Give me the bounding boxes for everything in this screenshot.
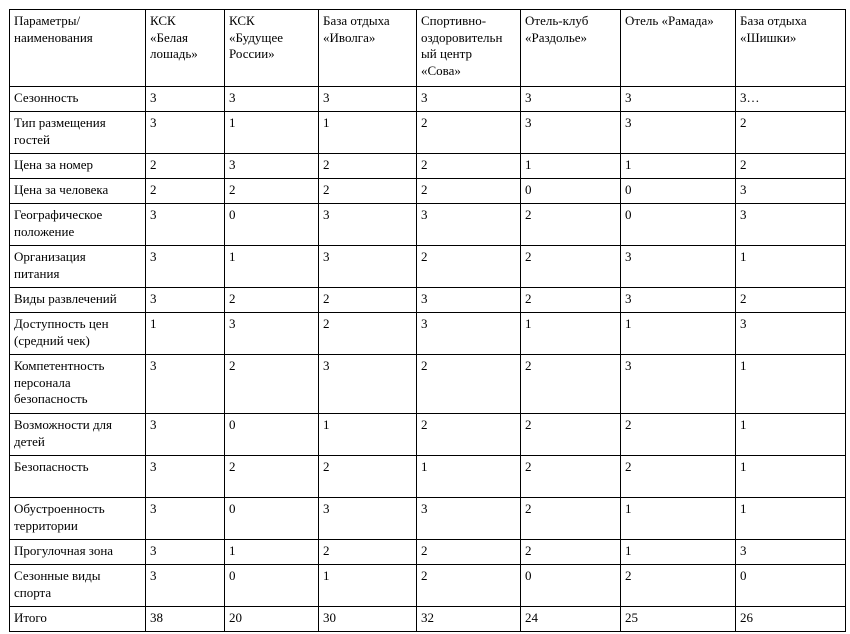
score-cell: 1 bbox=[225, 112, 319, 154]
score-cell: 30 bbox=[319, 607, 417, 632]
row-label: Тип размещения гостей bbox=[10, 112, 146, 154]
score-cell: 2 bbox=[319, 154, 417, 179]
score-cell: 2 bbox=[521, 498, 621, 540]
row-label: Безопасность bbox=[10, 456, 146, 498]
score-cell: 1 bbox=[225, 246, 319, 288]
score-cell: 2 bbox=[417, 246, 521, 288]
score-cell: 3 bbox=[417, 204, 521, 246]
table-row bbox=[10, 112, 846, 154]
score-cell: 1 bbox=[225, 540, 319, 565]
score-cell: 3 bbox=[146, 540, 225, 565]
row-label: Возможности для детей bbox=[10, 414, 146, 456]
score-cell: 1 bbox=[319, 414, 417, 456]
table-body bbox=[10, 87, 846, 632]
score-cell: 1 bbox=[319, 565, 417, 607]
score-cell: 3 bbox=[621, 112, 736, 154]
score-cell: 2 bbox=[736, 154, 846, 179]
table-row bbox=[10, 154, 846, 179]
score-cell: 2 bbox=[621, 456, 736, 498]
header-cell-parameters: Параметры/ наименования bbox=[10, 10, 146, 87]
score-cell: 3 bbox=[417, 498, 521, 540]
score-cell: 2 bbox=[417, 540, 521, 565]
table-row bbox=[10, 607, 846, 632]
score-cell: 1 bbox=[621, 313, 736, 355]
row-label: Доступность цен (средний чек) bbox=[10, 313, 146, 355]
score-cell: 2 bbox=[521, 204, 621, 246]
header-cell-budushchee-rossii: КСК «Будущее России» bbox=[225, 10, 319, 87]
score-cell: 1 bbox=[736, 355, 846, 414]
row-label: Виды развлечений bbox=[10, 288, 146, 313]
score-cell: 3 bbox=[146, 355, 225, 414]
row-label: Географическое положение bbox=[10, 204, 146, 246]
row-label: Цена за номер bbox=[10, 154, 146, 179]
score-cell: 0 bbox=[521, 565, 621, 607]
row-label: Обустроенность территории bbox=[10, 498, 146, 540]
row-label: Цена за человека bbox=[10, 179, 146, 204]
score-cell: 2 bbox=[736, 112, 846, 154]
score-cell: 3 bbox=[146, 204, 225, 246]
table-row bbox=[10, 179, 846, 204]
score-cell: 2 bbox=[146, 179, 225, 204]
score-cell: 3 bbox=[417, 87, 521, 112]
header-cell-razdolye: Отель-клуб «Раздолье» bbox=[521, 10, 621, 87]
score-cell: 2 bbox=[319, 179, 417, 204]
score-cell: 2 bbox=[417, 355, 521, 414]
score-cell: 2 bbox=[417, 112, 521, 154]
score-cell: 3 bbox=[319, 498, 417, 540]
score-cell: 1 bbox=[417, 456, 521, 498]
score-cell: 1 bbox=[146, 313, 225, 355]
score-cell: 2 bbox=[521, 288, 621, 313]
score-cell: 3 bbox=[146, 456, 225, 498]
score-cell: 2 bbox=[417, 565, 521, 607]
score-cell: 3 bbox=[736, 204, 846, 246]
score-cell: 1 bbox=[736, 414, 846, 456]
score-cell: 0 bbox=[621, 204, 736, 246]
score-cell: 3 bbox=[621, 288, 736, 313]
score-cell: 2 bbox=[417, 414, 521, 456]
score-cell: 3 bbox=[146, 246, 225, 288]
score-cell: 3 bbox=[146, 498, 225, 540]
table-row bbox=[10, 87, 846, 112]
header-cell-ivolga: База отдыха «Иволга» bbox=[319, 10, 417, 87]
score-cell: 2 bbox=[521, 355, 621, 414]
score-cell: 3 bbox=[225, 154, 319, 179]
score-cell: 2 bbox=[225, 288, 319, 313]
score-cell: 3 bbox=[319, 87, 417, 112]
row-label: Итого bbox=[10, 607, 146, 632]
score-cell: 0 bbox=[225, 498, 319, 540]
score-cell: 1 bbox=[621, 498, 736, 540]
table-row bbox=[10, 565, 846, 607]
header-cell-ramada: Отель «Рамада» bbox=[621, 10, 736, 87]
score-cell: 38 bbox=[146, 607, 225, 632]
score-cell: 0 bbox=[225, 414, 319, 456]
score-cell: 2 bbox=[319, 540, 417, 565]
score-cell: 3 bbox=[146, 87, 225, 112]
score-cell: 2 bbox=[621, 565, 736, 607]
row-label: Организация питания bbox=[10, 246, 146, 288]
score-cell: 3 bbox=[736, 179, 846, 204]
score-cell: 2 bbox=[225, 456, 319, 498]
score-cell: 3 bbox=[146, 112, 225, 154]
score-cell: 1 bbox=[736, 456, 846, 498]
row-label: Сезонность bbox=[10, 87, 146, 112]
score-cell: 3 bbox=[146, 565, 225, 607]
score-cell: 0 bbox=[225, 204, 319, 246]
score-cell: 2 bbox=[521, 456, 621, 498]
table-row bbox=[10, 355, 846, 414]
score-cell: 0 bbox=[521, 179, 621, 204]
table-row bbox=[10, 246, 846, 288]
score-cell: 3 bbox=[146, 288, 225, 313]
row-label: Сезонные виды спорта bbox=[10, 565, 146, 607]
score-cell: 2 bbox=[621, 414, 736, 456]
score-cell: 3 bbox=[225, 313, 319, 355]
score-cell: 2 bbox=[521, 540, 621, 565]
score-cell: 1 bbox=[736, 498, 846, 540]
score-cell: 3 bbox=[319, 246, 417, 288]
score-cell: 3 bbox=[417, 288, 521, 313]
comparison-table bbox=[9, 9, 846, 632]
score-cell: 3 bbox=[621, 355, 736, 414]
score-cell: 2 bbox=[417, 154, 521, 179]
score-cell: 2 bbox=[319, 313, 417, 355]
score-cell: 3 bbox=[146, 414, 225, 456]
score-cell: 3 bbox=[319, 204, 417, 246]
score-cell: 2 bbox=[146, 154, 225, 179]
score-cell: 20 bbox=[225, 607, 319, 632]
score-cell: 0 bbox=[225, 565, 319, 607]
table-row bbox=[10, 204, 846, 246]
header-cell-sova: Спортивно- оздоровительн ый центр «Сова» bbox=[417, 10, 521, 87]
header-cell-shishki: База отдыха «Шишки» bbox=[736, 10, 846, 87]
score-cell: 1 bbox=[319, 112, 417, 154]
score-cell: 1 bbox=[736, 246, 846, 288]
table-row bbox=[10, 313, 846, 355]
score-cell: 2 bbox=[417, 179, 521, 204]
table-row bbox=[10, 540, 846, 565]
score-cell: 2 bbox=[225, 355, 319, 414]
score-cell: 3 bbox=[319, 355, 417, 414]
score-cell: 2 bbox=[319, 456, 417, 498]
score-cell: 26 bbox=[736, 607, 846, 632]
score-cell: 0 bbox=[621, 179, 736, 204]
score-cell: 3 bbox=[417, 313, 521, 355]
table-row bbox=[10, 288, 846, 313]
score-cell: 1 bbox=[621, 154, 736, 179]
score-cell: 25 bbox=[621, 607, 736, 632]
row-label: Компетентность персонала безопасность bbox=[10, 355, 146, 414]
score-cell: 3 bbox=[736, 540, 846, 565]
score-cell: 3 bbox=[621, 246, 736, 288]
score-cell: 32 bbox=[417, 607, 521, 632]
score-cell: 2 bbox=[319, 288, 417, 313]
score-cell: 3 bbox=[521, 87, 621, 112]
score-cell: 2 bbox=[225, 179, 319, 204]
score-cell: 24 bbox=[521, 607, 621, 632]
score-cell: 3 bbox=[736, 313, 846, 355]
score-cell: 1 bbox=[521, 154, 621, 179]
score-cell: 1 bbox=[621, 540, 736, 565]
score-cell: 2 bbox=[521, 414, 621, 456]
score-cell: 0 bbox=[736, 565, 846, 607]
score-cell: 3 bbox=[521, 112, 621, 154]
score-cell: 3… bbox=[736, 87, 846, 112]
header-cell-belaya-loshad: КСК «Белая лошадь» bbox=[146, 10, 225, 87]
score-cell: 1 bbox=[521, 313, 621, 355]
score-cell: 2 bbox=[521, 246, 621, 288]
table-row bbox=[10, 414, 846, 456]
table-row bbox=[10, 498, 846, 540]
header-row bbox=[10, 10, 846, 87]
row-label: Прогулочная зона bbox=[10, 540, 146, 565]
table-row bbox=[10, 456, 846, 498]
score-cell: 2 bbox=[736, 288, 846, 313]
score-cell: 3 bbox=[621, 87, 736, 112]
score-cell: 3 bbox=[225, 87, 319, 112]
